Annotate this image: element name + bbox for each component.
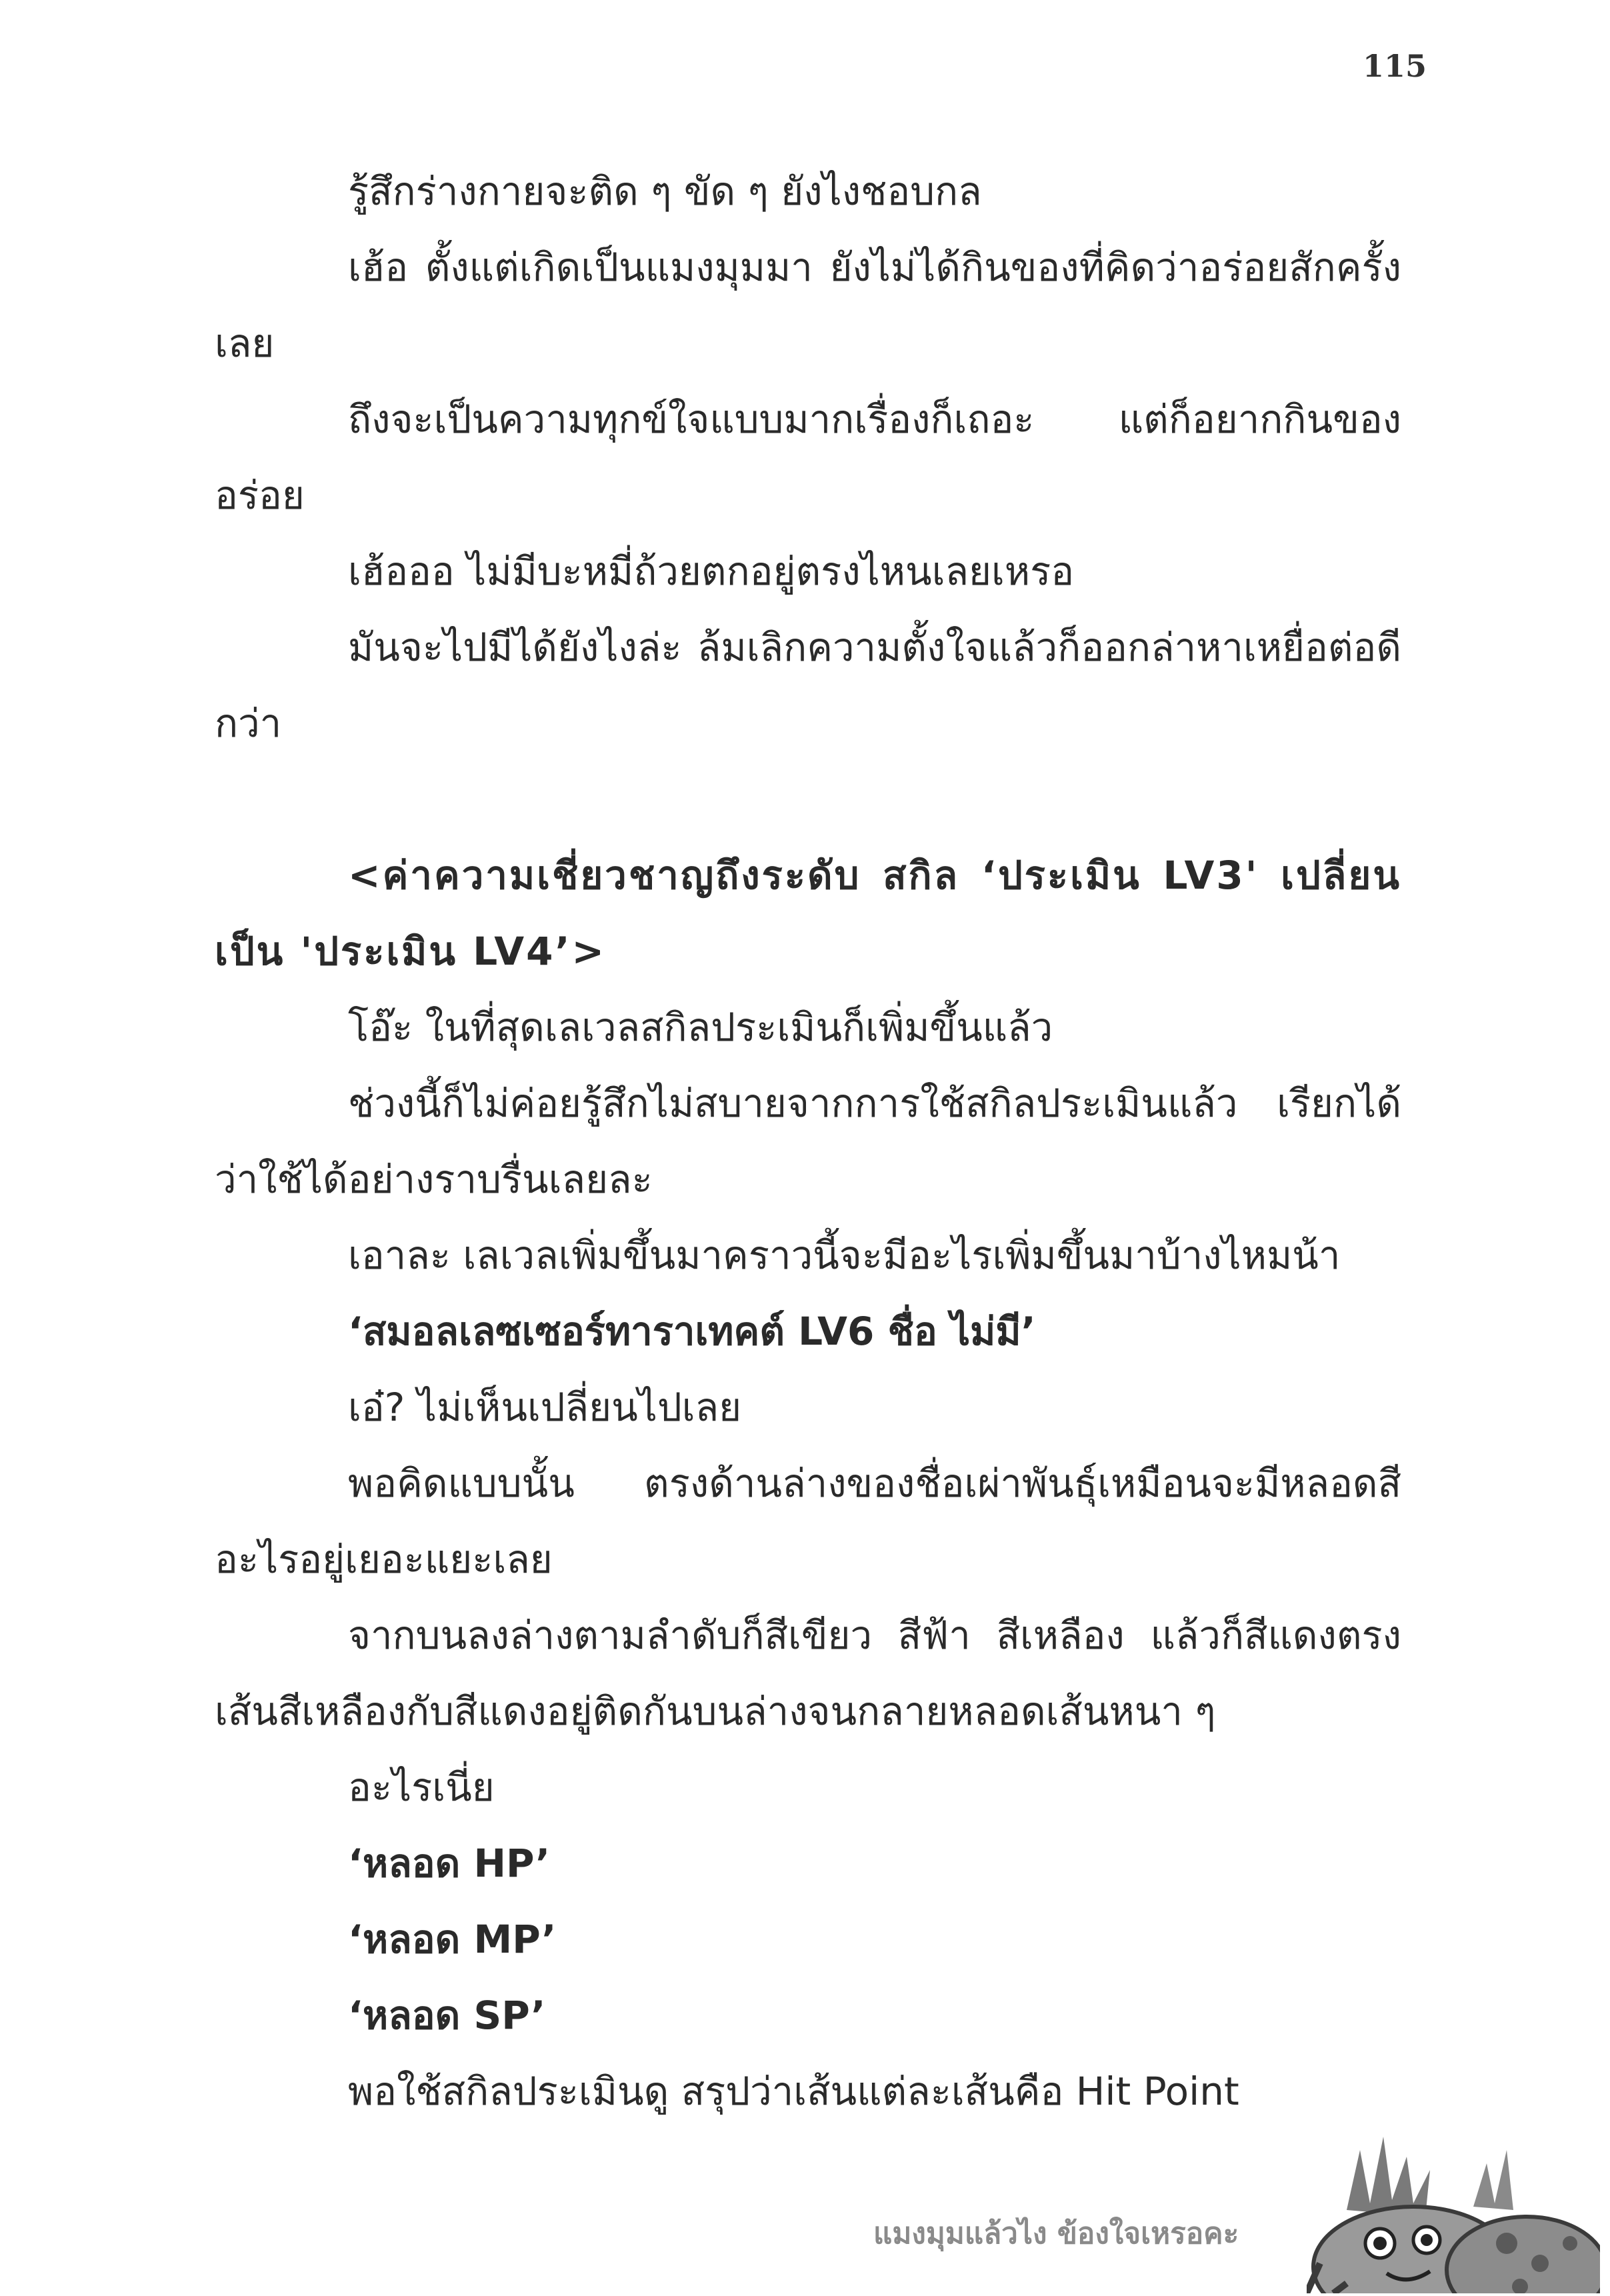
paragraph-1: รู้สึกร่างกายจะติด ๆ ขัด ๆ ยังไงชอบกล	[348, 169, 982, 214]
paragraph-3: ถึงจะเป็นความทุกข์ใจแบบมากเรื่องก็เถอะ แต่ก็อยากกินของอร่อย	[215, 397, 1401, 518]
paragraph-9: เอาละ เลเวลเพิ่มขึ้นมาคราวนี้จะมีอะไรเพิ่มขึ้นมาบ้างไหมน้า	[348, 1233, 1341, 1278]
paragraph-5: มันจะไปมีได้ยังไงล่ะ ล้มเลิกความตั้งใจแล้วก็ออกล่าหาเหยื่อต่อดีกว่า	[215, 625, 1401, 746]
paragraph-8: ช่วงนี้ก็ไม่ค่อยรู้สึกไม่สบายจากการใช้สกิลประเมินแล้ว เรียกได้ว่าใช้ได้อย่างราบรื่นเลยละ	[215, 1081, 1401, 1202]
spider-mascot-icon	[1307, 2130, 1600, 2296]
paragraph-11: เอ๋? ไม่เห็นเปลี่ยนไปเลย	[348, 1385, 742, 1430]
paragraph-18: พอใช้สกิลประเมินดู สรุปว่าเส้นแต่ละเส้นคือ Hit Point	[348, 2069, 1239, 2114]
paragraph-12: พอคิดแบบนั้น ตรงด้านล่างของชื่อเผ่าพันธุ์เหมือนจะมีหลอดสีอะไรอยู่เยอะแยะเลย	[215, 1461, 1401, 1582]
paragraph-4: เฮ้อออ ไม่มีบะหมี่ถ้วยตกอยู่ตรงไหนเลยเหรอ	[348, 549, 1075, 594]
sp-bar-label: ‘หลอด SP’	[348, 1993, 546, 2038]
paragraph-13: จากบนลงล่างตามลำดับก็สีเขียว สีฟ้า สีเหลือง แล้วก็สีแดงตรงเส้นสีเหลืองกับสีแดงอยู่ติดกันบนล่างจนกลายหลอดเส้นหนา ๆ	[215, 1613, 1401, 1734]
mp-bar-label: ‘หลอด MP’	[348, 1917, 557, 1962]
paragraph-7: โอ๊ะ ในที่สุดเลเวลสกิลประเมินก็เพิ่มขึ้นแล้ว	[348, 1005, 1053, 1050]
body-text	[215, 153, 1401, 2129]
paragraph-spacer	[215, 761, 1401, 837]
status-line: ‘สมอลเลซเซอร์ทาราเทคต์ LV6 ชื่อ ไม่มี’	[348, 1309, 1036, 1354]
hp-bar-label: ‘หลอด HP’	[348, 1841, 551, 1886]
book-title: แมงมุมแล้วไง ข้องใจเหรอคะ	[873, 2217, 1239, 2251]
paragraph-2: เฮ้อ ตั้งแต่เกิดเป็นแมงมุมมา ยังไม่ได้กินของที่คิดว่าอร่อยสักครั้งเลย	[215, 245, 1401, 366]
paragraph-14: อะไรเนี่ย	[348, 1765, 495, 1810]
system-message: <ค่าความเชี่ยวชาญถึงระดับ สกิล ‘ประเมิน LV3' เปลี่ยนเป็น 'ประเมิน LV4’>	[215, 853, 1401, 974]
page-number: 115	[1362, 48, 1427, 84]
